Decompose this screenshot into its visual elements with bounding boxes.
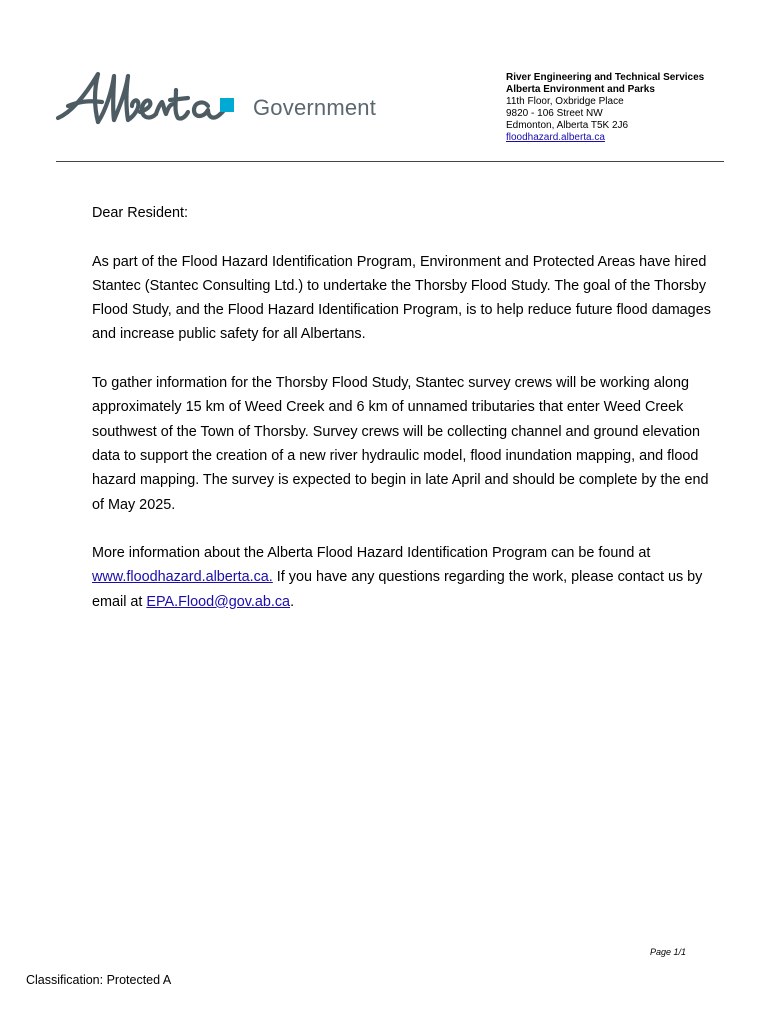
address-floor: 11th Floor, Oxbridge Place [506, 96, 624, 107]
letter-body [92, 201, 712, 638]
paragraph-3-end: . [290, 593, 295, 610]
paragraph-3-intro: More information about the Alberta Flood Hazard Identification Program can be found at [92, 545, 651, 562]
letter-paragraph-3 [92, 541, 712, 614]
address-ministry: Alberta Environment and Parks [506, 84, 655, 95]
alberta-government-logo [54, 66, 384, 136]
address-website-link[interactable]: floodhazard.alberta.ca [506, 132, 605, 143]
letter-paragraph-1: As part of the Flood Hazard Identification Program, Environment and Protected Areas have hired Stantec (Stantec Consulting Ltd.) to undertake the Thorsby Flood Study. The goal of the Thorsby Flood Study, and the Flood Hazard Identification Program, is to help reduce future flood damages and increase public safety for all Albertans. [92, 253, 711, 343]
alberta-wordmark-icon [54, 66, 254, 136]
floodhazard-website-link[interactable]: www.floodhazard.alberta.ca. [92, 569, 273, 586]
address-department: River Engineering and Technical Services [506, 72, 705, 83]
address-city: Edmonton, Alberta T5K 2J6 [506, 120, 629, 131]
sender-address-block [506, 72, 721, 144]
page-number: Page 1/1 [650, 947, 687, 957]
contact-email-link[interactable]: EPA.Flood@gov.ab.ca [146, 593, 291, 610]
paragraph-3-middle: If you have any questions regarding the work, please contact us by email at [92, 569, 703, 610]
government-label: Government [253, 95, 377, 120]
address-street: 9820 - 106 Street NW [506, 108, 603, 119]
letter-salutation: Dear Resident: [92, 205, 188, 221]
letter-paragraph-2: To gather information for the Thorsby Flood Study, Stantec survey crews will be working along approximately 15 km of Weed Creek and 6 km of unnamed tributaries that enter Weed Creek southwest of the Town of Thorsby. Survey crews will be collecting channel and ground elevation data to support the creation of a new river hydraulic model, flood inundation mapping, and flood hazard mapping. The survey is expected to begin in late April and should be complete by the end of May 2025. [92, 375, 709, 513]
header-divider [56, 161, 724, 162]
classification-label: Classification: Protected A [26, 973, 172, 987]
